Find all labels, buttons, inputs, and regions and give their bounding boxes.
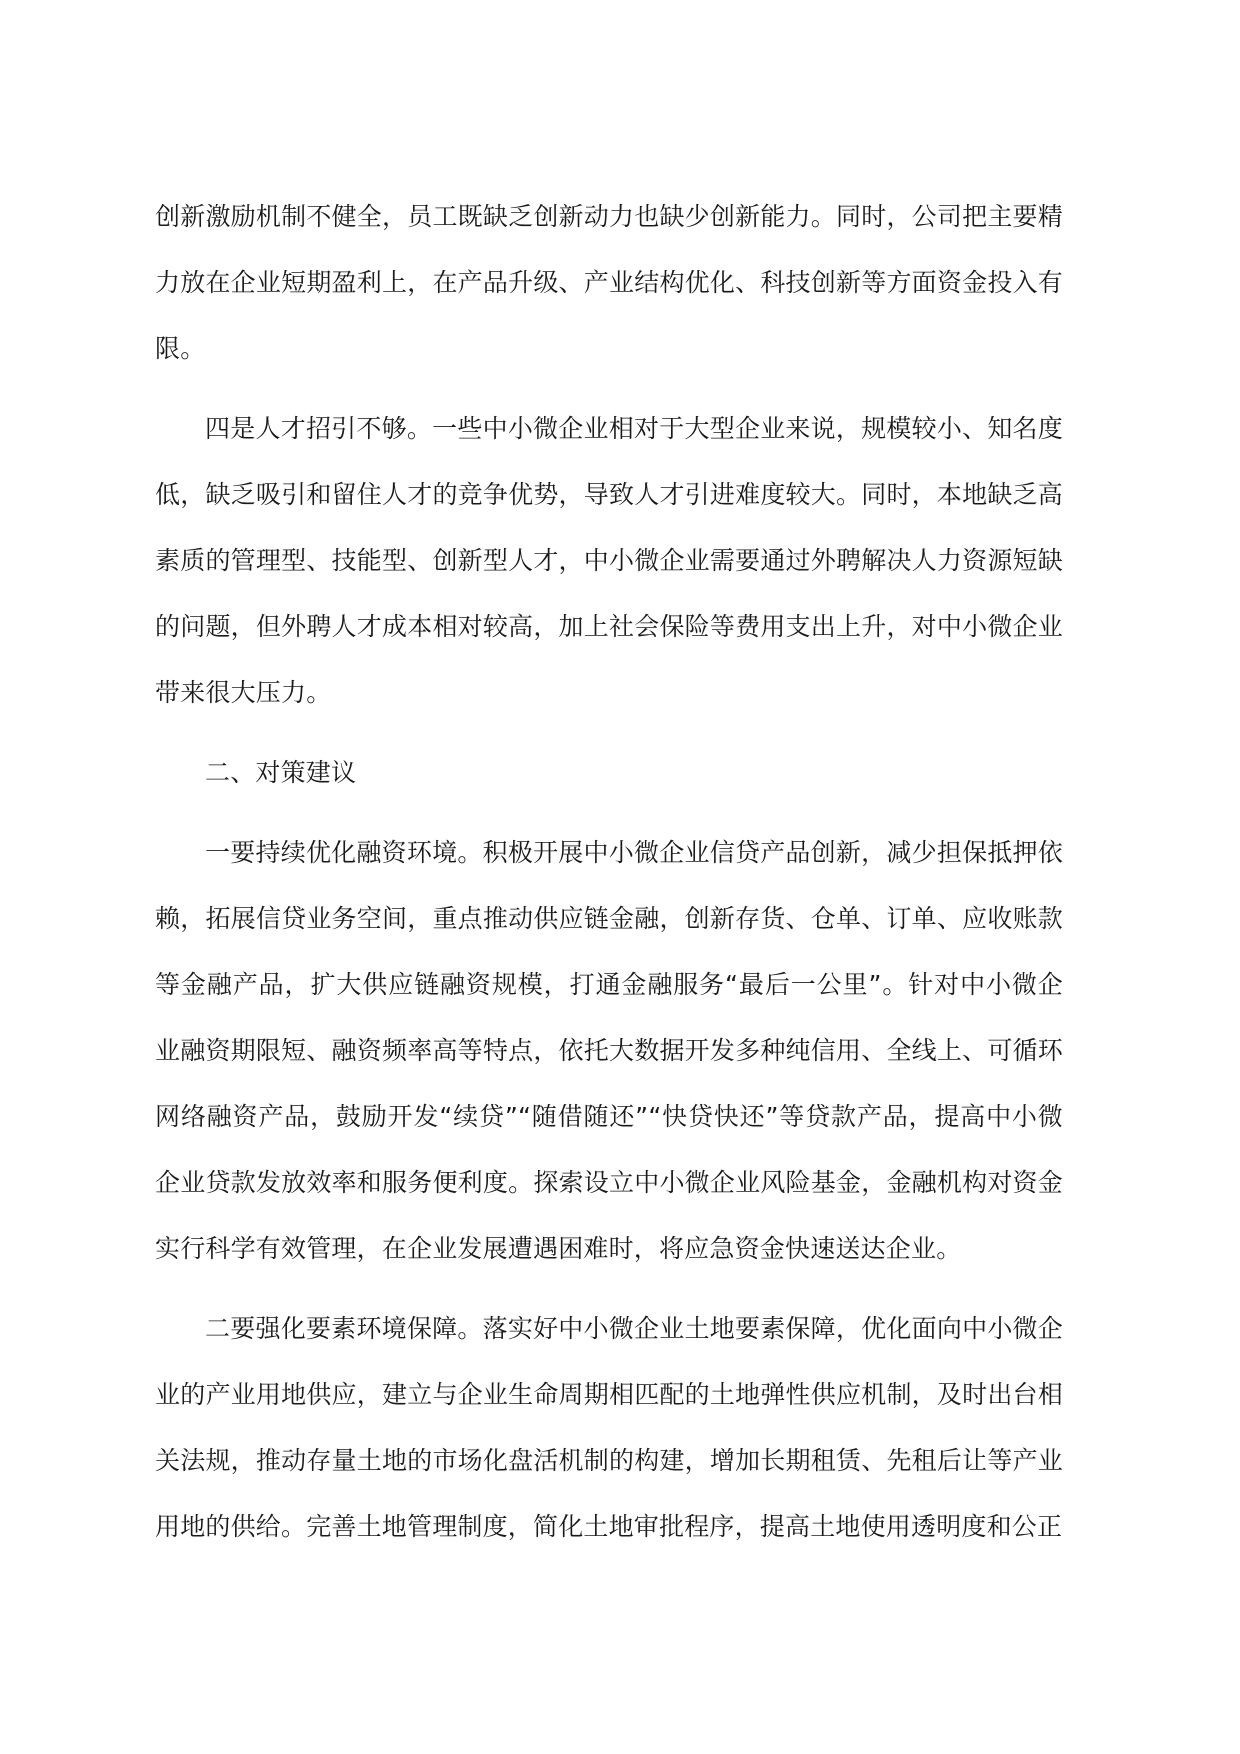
paragraph-factor-environment: 二要强化要素环境保障。落实好中小微企业土地要素保障，优化面向中小微企业的产业用地供应，建立与企业生命周期相匹配的土地弹性供应机制，及时出台相关法规，推动存量土地的市场化盘活机制的构建，增加长期租赁、先租后让等产业用地的供给。完善土地管理制度，简化土地审批程序，提高土地使用透明度和公正 [155,1314,1063,1541]
paragraph-innovation-incentive: 创新激励机制不健全，员工既缺乏创新动力也缺少创新能力。同时，公司把主要精力放在企业短期盈利上，在产品升级、产业结构优化、科技创新等方面资金投入有限。 [155,202,1063,363]
paragraph-talent-recruitment: 四是人才招引不够。一些中小微企业相对于大型企业来说，规模较小、知名度低，缺乏吸引和留住人才的竞争优势，导致人才引进难度较大。同时，本地缺乏高素质的管理型、技能型、创新型人才，中小微企业需要通过外聘解决人力资源短缺的问题，但外聘人才成本相对较高，加上社会保险等费用支出上升，对中小微企业带来很大压力。 [155,414,1063,707]
section-heading-countermeasures: 二、对策建议 [205,758,357,787]
paragraph-financing-environment: 一要持续优化融资环境。积极开展中小微企业信贷产品创新，减少担保抵押依赖，拓展信贷业务空间，重点推动供应链金融，创新存货、仓单、订单、应收账款等金融产品，扩大供应链融资规模，打通金融服务“最后一公里”。针对中小微企业融资期限短、融资频率高等特点，依托大数据开发多种纯信用、全线上、可循环网络融资产品，鼓励开发“续贷”“随借随还”“快贷快还”等贷款产品，提高中小微企业贷款发放效率和服务便利度。探索设立中小微企业风险基金，金融机构对资金实行科学有效管理，在企业发展遭遇困难时，将应急资金快速送达企业。 [155,838,1063,1263]
document-body [155,184,1063,1574]
